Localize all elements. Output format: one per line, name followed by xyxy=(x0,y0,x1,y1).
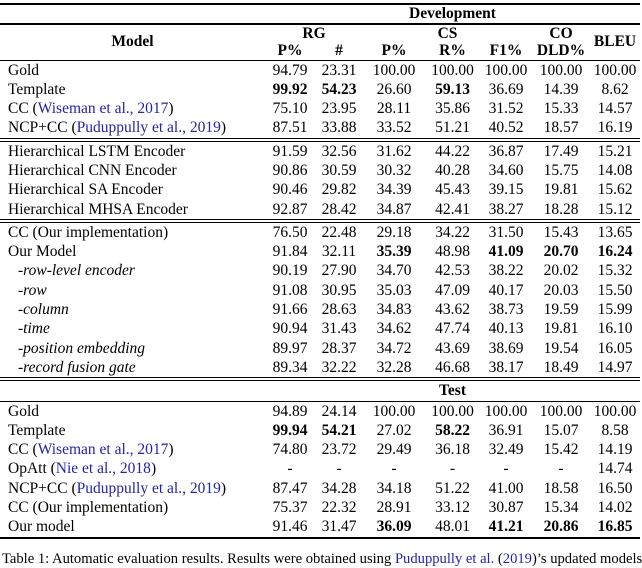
value-cell: 33.12 xyxy=(435,499,470,517)
value-cell: 34.18 xyxy=(376,479,412,497)
table-row xyxy=(0,60,640,80)
value-cell: 32.49 xyxy=(488,441,524,459)
value-cell: 28.42 xyxy=(321,200,357,218)
value-cell: 27.90 xyxy=(321,262,357,280)
table-row xyxy=(0,319,640,338)
value-cell: 38.27 xyxy=(488,200,524,218)
value-cell: 17.49 xyxy=(543,142,579,160)
citation-link[interactable]: Puduppully et al., 2019 xyxy=(76,479,221,497)
table-caption xyxy=(2,550,642,568)
model-name-text: Our model xyxy=(8,518,75,536)
value-cell: 34.62 xyxy=(376,320,412,338)
value-cell: 44.22 xyxy=(435,142,470,160)
value-cell: 51.21 xyxy=(435,119,470,137)
model-cell xyxy=(0,140,265,161)
model-cell xyxy=(0,498,265,517)
value-cell: 47.74 xyxy=(435,320,470,338)
section-title-test: Test xyxy=(439,382,466,400)
value-cell: 76.50 xyxy=(272,223,308,241)
value-cell: 58.22 xyxy=(435,421,470,439)
results-table xyxy=(0,3,640,539)
column-group-co: CO xyxy=(549,24,573,42)
value-cell: 8.62 xyxy=(601,80,629,98)
table-row xyxy=(0,180,640,199)
value-cell: 100.00 xyxy=(593,402,637,420)
value-cell: 34.60 xyxy=(488,161,524,179)
value-cell: 27.02 xyxy=(376,421,412,439)
value-cell: 8.58 xyxy=(601,421,629,439)
value-cell: 90.19 xyxy=(272,262,308,280)
value-cell: 30.95 xyxy=(321,281,357,299)
column-group-rg: RG xyxy=(302,24,326,42)
value-cell: 18.57 xyxy=(543,119,579,137)
model-cell xyxy=(0,221,265,242)
value-cell: 35.03 xyxy=(376,281,412,299)
value-cell: 99.92 xyxy=(272,80,308,98)
model-name-text: -row-level encoder xyxy=(18,262,135,280)
citation-link[interactable]: Wiseman et al., 2017 xyxy=(37,100,169,118)
model-cell xyxy=(0,319,265,338)
value-cell: 90.86 xyxy=(272,161,308,179)
citation-link[interactable]: Puduppully et al., 2019 xyxy=(76,119,221,137)
citation-link[interactable]: Wiseman et al., 2017 xyxy=(37,441,169,459)
value-cell: 29.82 xyxy=(321,181,357,199)
model-cell xyxy=(0,358,265,379)
value-cell: 15.75 xyxy=(543,161,579,179)
model-name-text: Template xyxy=(8,80,66,98)
model-cell xyxy=(0,161,265,180)
table-body xyxy=(0,60,640,538)
model-name-text: Hierarchical MHSA Encoder xyxy=(8,200,188,218)
table-row xyxy=(0,221,640,242)
value-cell: 18.58 xyxy=(543,479,579,497)
value-cell: 48.01 xyxy=(435,518,470,536)
value-cell: - xyxy=(449,460,456,478)
value-cell: 23.72 xyxy=(321,441,357,459)
value-cell: 28.11 xyxy=(376,100,412,118)
value-cell: 54.21 xyxy=(321,421,357,439)
table-row xyxy=(0,459,640,478)
value-cell: 35.39 xyxy=(376,243,412,261)
value-cell: 36.18 xyxy=(435,441,470,459)
citation-link[interactable]: 2019 xyxy=(502,550,532,567)
value-cell: 31.43 xyxy=(321,320,357,338)
value-cell: 24.14 xyxy=(321,402,357,420)
value-cell: 100.00 xyxy=(431,402,474,420)
value-cell: 100.00 xyxy=(484,402,528,420)
model-name-text: ) xyxy=(150,460,157,478)
table-row xyxy=(0,200,640,221)
value-cell: 100.00 xyxy=(539,61,583,79)
value-cell: 16.19 xyxy=(597,119,633,137)
value-cell: 16.85 xyxy=(597,518,633,536)
value-cell: 43.62 xyxy=(435,301,470,319)
model-cell xyxy=(0,180,265,199)
model-name-text: ) xyxy=(220,119,227,137)
value-cell: 18.28 xyxy=(543,200,579,218)
table-row xyxy=(0,401,640,421)
table-row xyxy=(0,517,640,537)
value-cell: 36.69 xyxy=(488,80,524,98)
value-cell: 15.21 xyxy=(597,142,633,160)
section-title-row xyxy=(0,379,640,401)
table-row xyxy=(0,281,640,300)
model-cell xyxy=(0,459,265,478)
value-cell: 14.97 xyxy=(597,358,633,376)
value-cell: 89.97 xyxy=(272,339,308,357)
model-name-text: ) xyxy=(168,100,174,118)
value-cell: 91.59 xyxy=(272,142,308,160)
value-cell: 92.87 xyxy=(272,200,308,218)
value-cell: 87.51 xyxy=(272,119,308,137)
table-row xyxy=(0,242,640,261)
value-cell: 22.32 xyxy=(321,499,357,517)
value-cell: 38.69 xyxy=(488,339,524,357)
value-cell: 40.52 xyxy=(488,119,524,137)
value-cell: 42.41 xyxy=(435,200,470,218)
table-row xyxy=(0,479,640,498)
value-cell: 19.81 xyxy=(543,320,579,338)
value-cell: 100.00 xyxy=(372,402,416,420)
value-cell: 20.03 xyxy=(543,281,579,299)
table-row xyxy=(0,358,640,379)
value-cell: 91.46 xyxy=(272,518,308,536)
model-name-text: CC ( xyxy=(8,441,38,459)
model-name-text: -position embedding xyxy=(18,339,145,357)
value-cell: 23.95 xyxy=(321,100,357,118)
column-header-dld: DLD% xyxy=(536,42,586,59)
table-row xyxy=(0,421,640,440)
value-cell: 22.48 xyxy=(321,223,357,241)
value-cell: 42.53 xyxy=(435,262,470,280)
model-cell xyxy=(0,60,265,80)
value-cell: - xyxy=(336,460,342,478)
model-cell xyxy=(0,118,265,139)
value-cell: - xyxy=(391,460,397,478)
value-cell: 13.65 xyxy=(597,223,633,241)
table-row xyxy=(0,99,640,118)
model-name-text: -time xyxy=(18,320,50,338)
value-cell: 36.87 xyxy=(488,142,524,160)
value-cell: 15.99 xyxy=(597,301,633,319)
value-cell: 94.89 xyxy=(272,402,308,420)
value-cell: 41.21 xyxy=(488,518,524,536)
value-cell: 36.09 xyxy=(376,518,412,536)
value-cell: 14.57 xyxy=(597,100,633,118)
value-cell: 30.87 xyxy=(488,499,524,517)
value-cell: 41.09 xyxy=(488,243,524,261)
column-header-cs-r: R% xyxy=(439,42,466,59)
value-cell: 26.60 xyxy=(376,80,412,98)
value-cell: 38.22 xyxy=(488,262,524,280)
citation-link[interactable]: Puduppully et al. xyxy=(394,550,495,567)
value-cell: 34.83 xyxy=(376,301,412,319)
value-cell: 14.74 xyxy=(597,460,633,478)
value-cell: 99.94 xyxy=(272,421,308,439)
citation-link[interactable]: Nie et al., 2018 xyxy=(55,460,151,478)
value-cell: - xyxy=(503,460,509,478)
value-cell: 19.59 xyxy=(543,301,579,319)
model-name-text: Template xyxy=(8,421,66,439)
value-cell: 30.32 xyxy=(376,161,412,179)
value-cell: 91.08 xyxy=(272,281,308,299)
column-header-bleu: BLEU xyxy=(593,33,637,51)
value-cell: 31.47 xyxy=(321,518,357,536)
model-cell xyxy=(0,401,265,421)
value-cell: 34.28 xyxy=(321,479,357,497)
table-row xyxy=(0,80,640,99)
value-cell: 40.13 xyxy=(488,320,524,338)
value-cell: 91.84 xyxy=(272,243,308,261)
column-group-cs: CS xyxy=(437,24,458,42)
model-cell xyxy=(0,99,265,118)
value-cell: 19.81 xyxy=(543,181,579,199)
column-header-cs-p: P% xyxy=(381,42,407,59)
value-cell: 23.31 xyxy=(321,61,357,79)
value-cell: 32.28 xyxy=(376,358,412,376)
column-header-rg-p: P% xyxy=(277,42,303,59)
model-name-text: CC ( xyxy=(8,100,38,118)
model-cell xyxy=(0,281,265,300)
value-cell: 19.54 xyxy=(543,339,579,357)
value-cell: 32.56 xyxy=(321,142,357,160)
value-cell: 31.52 xyxy=(488,100,524,118)
value-cell: 39.15 xyxy=(488,181,524,199)
value-cell: 29.18 xyxy=(376,223,412,241)
table-row xyxy=(0,440,640,459)
value-cell: 18.49 xyxy=(543,358,579,376)
value-cell: 30.59 xyxy=(321,161,357,179)
value-cell: 34.22 xyxy=(435,223,470,241)
value-cell: - xyxy=(287,460,293,478)
value-cell: 34.72 xyxy=(376,339,412,357)
value-cell: - xyxy=(558,460,564,478)
value-cell: 51.22 xyxy=(435,479,470,497)
value-cell: 47.09 xyxy=(435,281,470,299)
value-cell: 14.02 xyxy=(597,499,633,517)
value-cell: 32.22 xyxy=(321,358,357,376)
value-cell: 20.86 xyxy=(543,518,579,536)
value-cell: 15.62 xyxy=(597,181,633,199)
model-cell xyxy=(0,339,265,358)
value-cell: 59.13 xyxy=(435,80,470,98)
column-header-model: Model xyxy=(111,33,154,51)
value-cell: 15.34 xyxy=(543,499,579,517)
value-cell: 31.50 xyxy=(488,223,524,241)
value-cell: 54.23 xyxy=(321,80,357,98)
model-cell xyxy=(0,261,265,280)
value-cell: 28.37 xyxy=(321,339,357,357)
value-cell: 100.00 xyxy=(539,402,583,420)
value-cell: 100.00 xyxy=(593,61,637,79)
table-row xyxy=(0,498,640,517)
value-cell: 40.17 xyxy=(488,281,524,299)
value-cell: 33.88 xyxy=(321,119,357,137)
value-cell: 87.47 xyxy=(272,479,308,497)
value-cell: 43.69 xyxy=(435,339,470,357)
value-cell: 29.49 xyxy=(376,441,412,459)
model-name-text: -column xyxy=(18,301,69,319)
value-cell: 46.68 xyxy=(435,358,470,376)
model-cell xyxy=(0,200,265,221)
value-cell: 20.02 xyxy=(543,262,579,280)
model-name-text: -row xyxy=(18,281,47,299)
model-name-text: Hierarchical CNN Encoder xyxy=(8,161,177,179)
model-cell xyxy=(0,242,265,261)
model-cell xyxy=(0,517,265,537)
model-name-text: -record fusion gate xyxy=(18,358,136,376)
value-cell: 15.32 xyxy=(597,262,633,280)
model-cell xyxy=(0,479,265,498)
value-cell: 16.24 xyxy=(597,243,633,261)
model-cell xyxy=(0,300,265,319)
value-cell: 100.00 xyxy=(484,61,528,79)
corner-spacer xyxy=(0,4,265,24)
value-cell: 33.52 xyxy=(376,119,412,137)
group-header-row xyxy=(0,24,640,43)
value-cell: 16.05 xyxy=(597,339,633,357)
model-name-text: CC (Our implementation) xyxy=(8,499,169,517)
value-cell: 15.33 xyxy=(543,100,579,118)
value-cell: 75.10 xyxy=(272,100,308,118)
value-cell: 34.39 xyxy=(376,181,412,199)
model-name-text: CC (Our implementation) xyxy=(8,223,169,241)
table-header xyxy=(0,4,640,60)
model-cell xyxy=(0,421,265,440)
table-row xyxy=(0,161,640,180)
table-row xyxy=(0,261,640,280)
value-cell: 36.91 xyxy=(488,421,524,439)
model-name-text: OpAtt ( xyxy=(8,460,56,478)
caption-text: Table 1: Automatic evaluation results. Results were obtained using xyxy=(2,550,395,567)
value-cell: 15.07 xyxy=(543,421,579,439)
model-cell xyxy=(0,440,265,459)
value-cell: 90.46 xyxy=(272,181,308,199)
value-cell: 20.70 xyxy=(543,243,579,261)
value-cell: 94.79 xyxy=(272,61,308,79)
table-row xyxy=(0,300,640,319)
value-cell: 28.63 xyxy=(321,301,357,319)
model-cell xyxy=(0,80,265,99)
table-row xyxy=(0,118,640,139)
model-name-text: NCP+CC ( xyxy=(8,119,77,137)
value-cell: 15.42 xyxy=(543,441,579,459)
section-title-development: Development xyxy=(409,5,496,22)
value-cell: 32.11 xyxy=(321,243,357,261)
value-cell: 15.12 xyxy=(597,200,633,218)
value-cell: 100.00 xyxy=(372,61,416,79)
value-cell: 38.73 xyxy=(488,301,524,319)
table-row xyxy=(0,140,640,161)
model-name-text: NCP+CC ( xyxy=(8,479,77,497)
corner-spacer xyxy=(0,379,265,401)
model-name-text: ) xyxy=(168,441,174,459)
model-name-text: ) xyxy=(220,479,227,497)
caption-text: ( xyxy=(494,550,503,567)
value-cell: 14.39 xyxy=(543,80,579,98)
value-cell: 31.62 xyxy=(376,142,412,160)
column-header-f1: F1% xyxy=(489,42,523,59)
value-cell: 34.87 xyxy=(376,200,412,218)
value-cell: 75.37 xyxy=(272,499,308,517)
caption-text: )’s updated models xyxy=(531,550,642,567)
table-row xyxy=(0,339,640,358)
value-cell: 16.50 xyxy=(597,479,633,497)
value-cell: 45.43 xyxy=(435,181,470,199)
value-cell: 28.91 xyxy=(376,499,412,517)
value-cell: 16.10 xyxy=(597,320,633,338)
value-cell: 74.80 xyxy=(272,441,308,459)
value-cell: 15.43 xyxy=(543,223,579,241)
model-name-text: Hierarchical SA Encoder xyxy=(8,181,163,199)
value-cell: 35.86 xyxy=(435,100,470,118)
model-name-text: Gold xyxy=(8,402,39,420)
value-cell: 48.98 xyxy=(435,243,470,261)
value-cell: 100.00 xyxy=(431,61,474,79)
model-name-text: Hierarchical LSTM Encoder xyxy=(8,142,186,160)
value-cell: 89.34 xyxy=(272,358,308,376)
model-name-text: Our Model xyxy=(8,243,77,261)
value-cell: 14.19 xyxy=(597,441,633,459)
value-cell: 91.66 xyxy=(272,301,308,319)
value-cell: 40.28 xyxy=(435,161,470,179)
model-name-text: Gold xyxy=(8,61,39,79)
development-title-row xyxy=(0,4,640,24)
value-cell: 14.08 xyxy=(597,161,633,179)
value-cell: 34.70 xyxy=(376,262,412,280)
value-cell: 38.17 xyxy=(488,358,524,376)
column-header-rg-count: # xyxy=(335,42,343,59)
value-cell: 90.94 xyxy=(272,320,308,338)
value-cell: 41.00 xyxy=(488,479,524,497)
value-cell: 15.50 xyxy=(597,281,633,299)
